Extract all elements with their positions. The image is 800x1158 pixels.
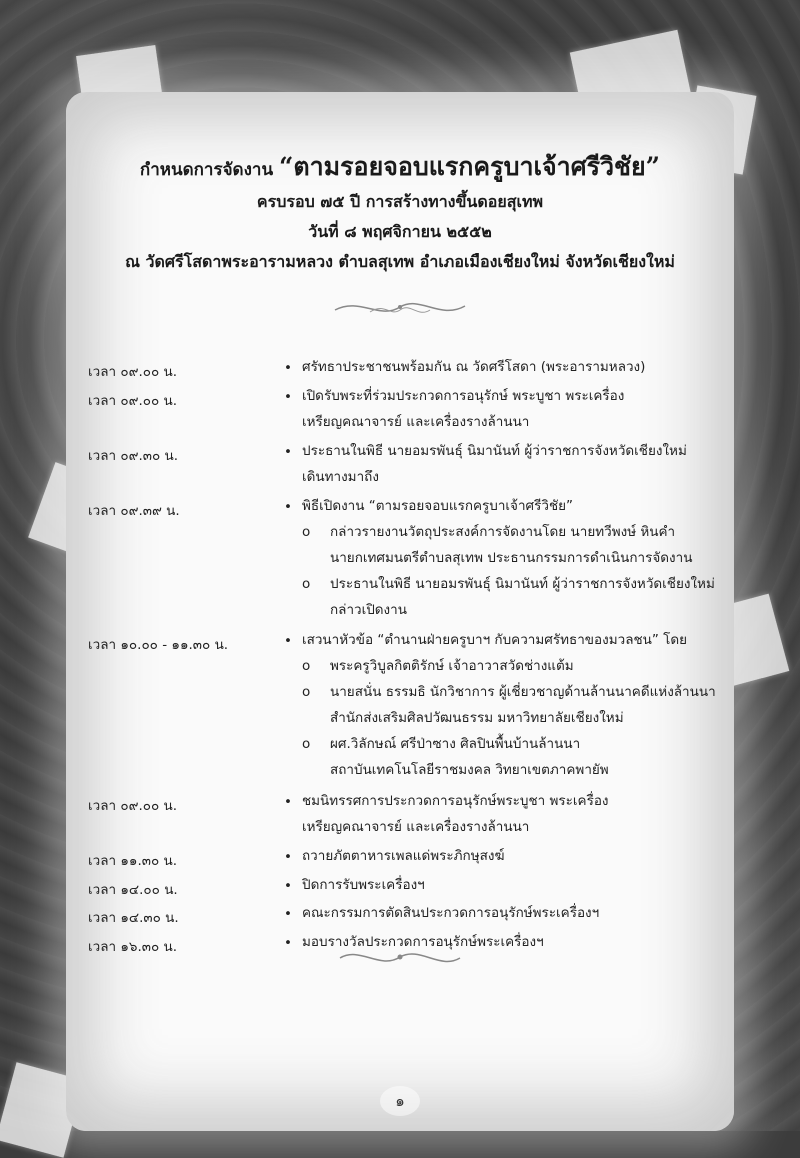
schedule-description — [302, 383, 722, 435]
title-line-2: ครบรอบ ๗๕ ปี การสร้างทางขึ้นดอยสุเทพ — [256, 192, 544, 211]
schedule-description — [302, 843, 722, 869]
schedule-time: เวลา ๐๙.๐๐ น. — [88, 392, 178, 409]
description-line: คณะกรรมการตัดสินประกวดการอนุรักษ์พระเครื่องฯ — [302, 905, 600, 921]
description-line: พิธีเปิดงาน “ตามรอยจอบแรกครูบาเจ้าศรีวิชัย” — [302, 497, 574, 514]
event-title: “ตามรอยจอบแรกครูบาเจ้าศรีวิชัย” — [279, 152, 661, 181]
sub-bullet: o — [302, 658, 311, 674]
schedule-description — [302, 438, 722, 490]
description-line: ถวายภัตตาหารเพลแด่พระภิกษุสงฆ์ — [302, 848, 505, 864]
sub-item-line: ผศ.วิลักษณ์ ศรีป่าซาง ศิลปินพื้นบ้านล้านนา — [330, 736, 581, 752]
schedule-description — [302, 900, 722, 926]
title-line-4: ณ วัดศรีโสดาพระอารามหลวง ตำบลสุเทพ อำเภอเมืองเชียงใหม่ จังหวัดเชียงใหม่ — [125, 252, 675, 271]
schedule-time: เวลา ๑๔.๐๐ น. — [88, 881, 178, 898]
sub-item — [302, 571, 722, 623]
sub-item-line: พระครูวิบูลกิตติรักษ์ เจ้าอาวาสวัดช่างแต้ม — [330, 658, 574, 674]
sub-item-line: กล่าวรายงานวัตถุประสงค์การจัดงานโดย นายทวีพงษ์ หินคำ — [330, 523, 676, 540]
title-block — [66, 150, 734, 277]
schedule-description — [302, 354, 722, 380]
sub-bullet: o — [302, 523, 311, 540]
description-line: เหรียญคณาจารย์ และเครื่องรางล้านนา — [302, 413, 530, 430]
description-line: ปิดการรับพระเครื่องฯ — [302, 876, 425, 893]
bullet-dot: • — [284, 906, 292, 922]
bullet-dot: • — [284, 498, 292, 515]
description-line: ประธานในพิธี นายอมรพันธุ์ นิมานันท์ ผู้ว่าราชการจังหวัดเชียงใหม่ — [302, 442, 687, 459]
sub-bullet: o — [302, 736, 311, 752]
sub-item-line: ประธานในพิธี นายอมรพันธุ์ นิมานันท์ ผู้ว่าราชการจังหวัดเชียงใหม่ — [330, 575, 715, 592]
schedule-time: เวลา ๑๔.๓๐ น. — [88, 910, 179, 926]
schedule-time: เวลา ๑๖.๓๐ น. — [88, 938, 178, 955]
schedule-time: เวลา ๐๙.๐๐ น. — [88, 798, 178, 814]
bullet-dot: • — [284, 849, 292, 865]
schedule-time: เวลา ๑๑.๓๐ น. — [88, 853, 178, 869]
sub-item — [302, 653, 722, 679]
schedule-time: เวลา ๐๙.๐๐ น. — [88, 364, 178, 380]
schedule-description — [302, 872, 722, 898]
flourish-ornament-top — [330, 292, 470, 322]
sub-item-line: นายสนั่น ธรรมธิ นักวิชาการ ผู้เชี่ยวชาญด้านล้านนาคดีแห่งล้านนา — [330, 684, 716, 700]
sub-item — [302, 519, 722, 571]
description-line: เดินทางมาถึง — [302, 468, 379, 485]
description-line: เหรียญคณาจารย์ และเครื่องรางล้านนา — [302, 819, 530, 835]
schedule-time: เวลา ๐๙.๓๐ น. — [88, 447, 179, 464]
sub-bullet: o — [302, 575, 311, 592]
bullet-dot: • — [284, 360, 292, 376]
schedule-time: เวลา ๐๙.๓๙ น. — [88, 502, 180, 519]
page-number: ๑ — [380, 1086, 420, 1116]
flourish-ornament-bottom — [330, 942, 470, 972]
description-line: เปิดรับพระที่ร่วมประกวดการอนุรักษ์ พระบูชา พระเครื่อง — [302, 387, 625, 404]
title-line-3: วันที่ ๘ พฤศจิกายน ๒๕๕๒ — [308, 222, 492, 241]
bullet-dot: • — [284, 388, 292, 405]
title-prefix: กำหนดการจัดงาน — [139, 160, 274, 180]
title-line-1 — [66, 150, 734, 187]
sub-item-line: สถาบันเทคโนโลยีราชมงคล วิทยาเขตภาคพายัพ — [330, 762, 609, 778]
description-line: เสวนาหัวข้อ “ตำนานฝ่ายครูบาฯ กับความศรัทธาของมวลชน” โดย — [302, 632, 688, 648]
sub-item-line: กล่าวเปิดงาน — [330, 601, 407, 618]
schedule-description — [302, 627, 722, 783]
bullet-dot: • — [284, 633, 292, 649]
bullet-dot: • — [284, 443, 292, 460]
schedule-time: เวลา ๑๐.๐๐ - ๑๑.๓๐ น. — [88, 637, 229, 653]
description-line: ศรัทธาประชาชนพร้อมกัน ณ วัดศรีโสดา (พระอารามหลวง) — [302, 359, 646, 375]
description-line: มอบรางวัลประกวดการอนุรักษ์พระเครื่องฯ — [302, 933, 544, 950]
sub-item — [302, 731, 722, 783]
sub-item — [302, 679, 722, 731]
sub-bullet: o — [302, 684, 311, 700]
bullet-dot: • — [284, 794, 292, 810]
bullet-dot: • — [284, 934, 292, 951]
sub-item-line: นายกเทศมนตรีตำบลสุเทพ ประธานกรรมการดำเนินการจัดงาน — [330, 549, 693, 566]
schedule-description — [302, 788, 722, 840]
description-line: ชมนิทรรศการประกวดการอนุรักษ์พระบูชา พระเครื่อง — [302, 793, 609, 809]
bullet-dot: • — [284, 877, 292, 894]
schedule-description — [302, 493, 722, 623]
sub-item-line: สำนักส่งเสริมศิลปวัฒนธรรม มหาวิทยาลัยเชียงใหม่ — [330, 710, 624, 726]
